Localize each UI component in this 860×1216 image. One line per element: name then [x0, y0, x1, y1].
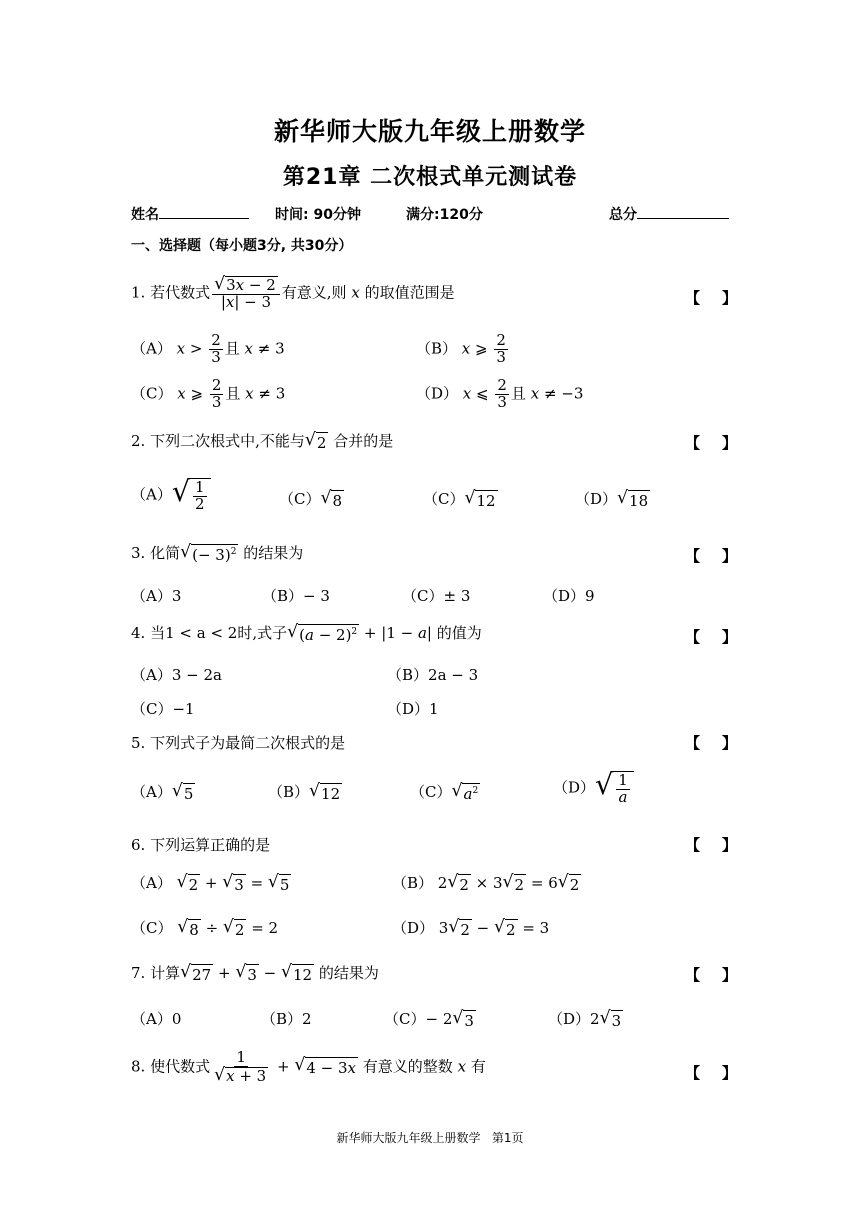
option-4b[interactable]: （B）2a − 3	[387, 666, 479, 684]
option-3a[interactable]: （A）3	[131, 587, 182, 605]
question-7: 7. 计算 √ 27 + √ 3 − √ 12 的结果为	[131, 962, 379, 984]
footer-text: 新华师大版九年级上册数学	[336, 1131, 481, 1145]
name-field[interactable]	[131, 204, 249, 224]
option-4a[interactable]: （A）3 − 2a	[131, 666, 222, 684]
question-5: 5. 下列式子为最简二次根式的是	[131, 734, 346, 752]
option-5d[interactable]: （D） √ $\frac{1}{a}$	[553, 771, 634, 806]
page-number: 第1页	[491, 1131, 524, 1145]
question-6: 6. 下列运算正确的是	[131, 836, 271, 854]
option-7d[interactable]: （D）2 √ 3	[548, 1008, 622, 1030]
option-6d[interactable]: （D） 3 √ 2 − √ 2 = 3	[392, 917, 550, 939]
time-label: 时间: 90分钟	[275, 207, 361, 223]
option-1a[interactable]: （A） x > $\frac{2}{3}$ 且 x ≠ 3	[131, 331, 285, 366]
question-3: 3. 化简 √ (− 3)$^2$ 的结果为	[131, 542, 304, 564]
option-5a[interactable]: （A） √ 5	[131, 781, 194, 803]
option-1b[interactable]: （B） x ⩾ $\frac{2}{3}$	[416, 331, 506, 366]
total-label: 总分	[609, 207, 637, 223]
page-footer	[0, 1129, 860, 1146]
page-title: 新华师大版九年级上册数学	[273, 117, 586, 146]
name-label: 姓名	[131, 207, 159, 223]
option-5c[interactable]: （C） √ $a^2$	[410, 781, 479, 803]
option-6b[interactable]: （B） 2 √ 2 × 3 √ 2 = 6 √ 2	[392, 872, 580, 894]
answer-bracket-3[interactable]: 【 】	[685, 547, 738, 565]
option-6a[interactable]: （A） √ 2 + √ 3 = √ 5	[131, 872, 290, 894]
option-2c[interactable]: （C） √ 12	[423, 488, 496, 510]
question-1: 1. 若代数式 √ 3x − 2 |x| − 3 有意义,则 x 的取值范围是	[131, 274, 455, 311]
option-3d[interactable]: （D）9	[543, 587, 595, 605]
option-3c[interactable]: （C）± 3	[402, 587, 471, 605]
option-2b[interactable]: （C） √ 8	[279, 488, 343, 510]
answer-bracket-1[interactable]: 【 】	[685, 289, 738, 307]
question-2: 2. 下列二次根式中,不能与 √ 2 合并的是	[131, 430, 394, 452]
answer-bracket-7[interactable]: 【 】	[685, 966, 738, 984]
option-7b[interactable]: （B）2	[261, 1010, 312, 1028]
question-4: 4. 当1 < a < 2时,式子 √ $(a - 2)^2$ + |1 − a| 的值为	[131, 622, 482, 644]
option-2d[interactable]: （D） √ 18	[575, 488, 649, 510]
option-3b[interactable]: （B）− 3	[262, 587, 330, 605]
section-title: 一、选择题（每小题3分, 共30分）	[131, 238, 353, 254]
answer-bracket-8[interactable]: 【 】	[685, 1064, 738, 1082]
total-field[interactable]	[609, 204, 729, 224]
option-4c[interactable]: （C）−1	[131, 700, 195, 718]
question-8: 8. 使代数式 1 √ x + 3 + √ 4 − 3x 有意义的整数 x 有	[131, 1048, 486, 1085]
answer-bracket-6[interactable]: 【 】	[685, 836, 738, 854]
option-7c[interactable]: （C）− 2 √ 3	[384, 1008, 474, 1030]
answer-bracket-4[interactable]: 【 】	[685, 628, 738, 646]
page-subtitle: 第21章 二次根式单元测试卷	[282, 165, 578, 190]
option-1d[interactable]: （D） x ⩽ $\frac{2}{3}$ 且 x ≠ −3	[416, 376, 584, 411]
option-6c[interactable]: （C） √ 8 ÷ √ 2 = 2	[131, 917, 279, 939]
full-score-label: 满分:120分	[406, 207, 483, 223]
answer-bracket-2[interactable]: 【 】	[685, 434, 738, 452]
option-5b[interactable]: （B） √ 12	[268, 781, 341, 803]
option-1c[interactable]: （C） x ⩾ $\frac{2}{3}$ 且 x ≠ 3	[131, 376, 286, 411]
option-2a[interactable]: （A） √ $\frac{1}{2}$	[131, 478, 211, 513]
answer-bracket-5[interactable]: 【 】	[685, 734, 738, 752]
option-4d[interactable]: （D）1	[387, 700, 439, 718]
option-7a[interactable]: （A）0	[131, 1010, 182, 1028]
